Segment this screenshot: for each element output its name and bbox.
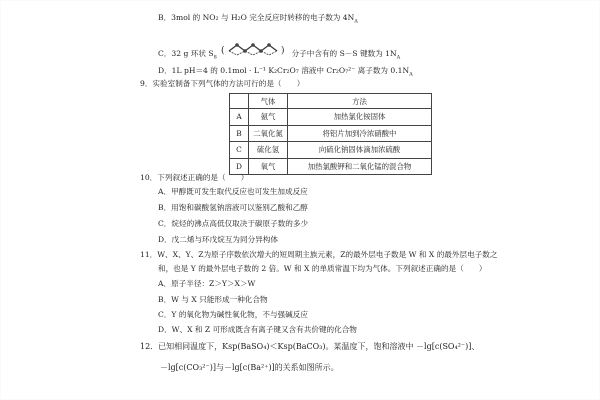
q10-option-c: C．烷烃的沸点高低仅取决于碳原子数的多少 — [158, 219, 309, 228]
q11-stem-line2: 和，也是 Y 的最外层电子数的 2 倍。W 和 X 的单质常温下均为气体。下列叙述正确的是（ ） — [158, 264, 487, 273]
q11-option-c: C．Y 的氧化物为碱性氧化物，不与强碱反应 — [158, 310, 308, 319]
table-row — [230, 125, 432, 142]
gas-cell: 氧气 — [249, 158, 288, 175]
q11-stem-line1: 11．W、X、Y、Z为原子序数依次增大的短周期主族元素，Z的最外层电子数是 W 和 X 的最外层电子数之 — [140, 250, 498, 259]
method-cell: 向硫化钠固体滴加浓硫酸 — [288, 142, 432, 159]
gas-cell: 硫化氢 — [249, 142, 288, 159]
table-header-gas: 气体 — [249, 94, 288, 109]
table-row — [230, 158, 432, 175]
q11-option-b: B．W 与 X 只能形成一种化合物 — [158, 295, 268, 304]
svg-text:(: ( — [221, 46, 225, 56]
option-d-prev: D．1L pH＝4 的 0.1mol · L⁻¹ K₂Cr₂O₇ 溶液中 Cr₂O₇²⁻ 离子数为 $0.1N_A$ — [158, 66, 413, 78]
q11-option-a: A．原子半径：Z＞Y＞X＞W — [158, 279, 256, 288]
q12-stem-line1: 12．已知相同温度下，Ksp(BaSO₄)＜Ksp(BaCO₃)。某温度下，饱和溶液中 －lg[c(SO₄²⁻)]、 — [140, 342, 480, 351]
table-corner-cell — [230, 94, 249, 109]
table-row — [230, 109, 432, 126]
gas-cell: 二氧化氮 — [249, 125, 288, 142]
option-b-prev: B．3mol 的 NO₂ 与 H₂O 完全反应时转移的电子数为 $4N_A$ — [158, 13, 358, 25]
method-cell: 加热氯化铵固体 — [288, 109, 432, 126]
q10-option-a: A．甲醇既可发生取代反应也可发生加成反应 — [158, 187, 308, 196]
svg-text:): ) — [281, 46, 285, 56]
q12-stem-line2: －lg[c(CO₃²⁻)]与－lg[c(Ba²⁺)]的关系如图所示。 — [160, 363, 339, 372]
option-c-prev: C．32 g 环状 $S_8$ ( ) 分子中含有的 S－S 键数为 $1N_A$ — [158, 44, 400, 64]
table-row — [230, 142, 432, 159]
row-label: C — [230, 142, 249, 159]
q9-gas-table — [229, 93, 432, 175]
gas-cell: 氨气 — [249, 109, 288, 126]
s8-ring-structure — [219, 44, 289, 64]
table-header-row — [230, 94, 432, 109]
method-cell: 加热氯酸钾和二氧化锰的混合物 — [288, 158, 432, 175]
table-header-method: 方法 — [288, 94, 432, 109]
q10-option-d: D．戊二烯与环戊烷互为同分异构体 — [158, 235, 278, 244]
q10-stem: 10．下列叙述正确的是（ ） — [140, 173, 249, 182]
row-label: A — [230, 109, 249, 126]
q9-stem: 9．实验室制备下列气体的方法可行的是（ ） — [140, 79, 305, 88]
q10-option-b: B．用饱和碳酸氢钠溶液可以鉴别乙酸和乙醇 — [158, 203, 308, 212]
q11-option-d: D．W、X 和 Z 可形成既含有离子键又含有共价键的化合物 — [158, 325, 357, 334]
row-label: B — [230, 125, 249, 142]
row-label: D — [230, 158, 249, 175]
method-cell: 将铝片加到冷浓硝酸中 — [288, 125, 432, 142]
